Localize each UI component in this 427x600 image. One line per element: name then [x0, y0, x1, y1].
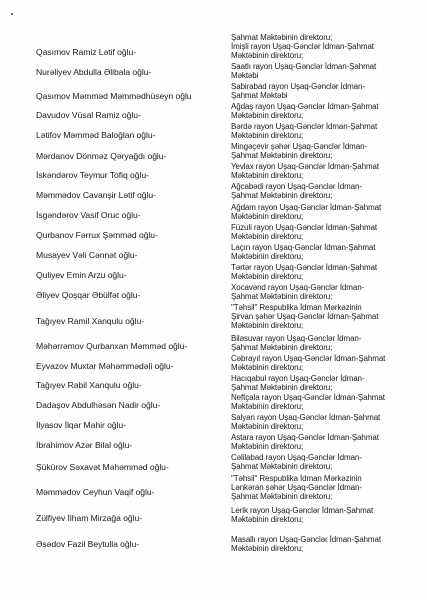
employee-position: Bərdə rayon Uşaq-Gənclər İdman-Şahmat Məktəbinin direktoru;	[231, 122, 378, 141]
employee-name: Mərdanov Dönməz Qəryağdı oğlu-	[36, 151, 167, 161]
employee-name: Məmmədov Cavanşir Lətif oğlu-	[36, 190, 156, 200]
employee-name: Qasımov Ramiz Lətif oğlu-	[36, 47, 136, 57]
employee-position: Mingəçevir şəhər Uşaq-Gənclər İdman- Şahmat Məktəbinin direktoru;	[231, 142, 368, 161]
employee-name: Zülfiyev İlham Mirzağa oğlu-	[36, 513, 143, 523]
employee-name: Eyvazov Muxtar Məhəmmədəli oğlu-	[36, 361, 174, 371]
employee-name: Musayev Vəli Cənnət oğlu-	[36, 250, 138, 260]
employee-position: Masallı rayon Uşaq-Gənclər İdman-Şahmat Məktəbinin direktoru;	[231, 535, 381, 554]
employee-position: Lerik rayon Uşaq-Gənclər İdman-Şahmat Məktəbinin direktoru;	[231, 506, 374, 525]
employee-name: Məmmədov Ceyhun Vaqif oğlu-	[36, 487, 155, 497]
employee-position: Salyan rayon Uşaq-Gənclər İdman-Şahmat Məktəbinin direktoru;	[231, 413, 381, 432]
employee-position: Hacıqabul rayon Uşaq-Gənclər İdman- Şahmat Məktəbinin direktoru;	[231, 374, 365, 393]
employee-name: Qasımov Məmməd Məmmədhüseyn oğlu	[36, 91, 192, 101]
employee-position: Füzuli rayon Uşaq-Gənclər İdman-Şahmat Məktəbinin direktoru;	[231, 223, 378, 242]
employee-name: Əsədov Fazil Beytulla oğlu-	[36, 539, 140, 549]
employee-position: Biləsuvar rayon Uşaq-Gənclər İdman- Şahmat Məktəbinin direktoru;	[231, 334, 362, 353]
employee-name: Davudov Vüsal Ramiz oğlu-	[36, 110, 141, 120]
employee-name: Quliyev Emin Arzu oğlu-	[36, 270, 127, 280]
employee-position: "Təhsil" Respublika İdman Mərkəzinin Lənkəran şəhər Uşaq-Gənclər İdman- Şahmat Məktəbinin direktoru;	[231, 474, 362, 502]
employee-position: İmişli rayon Uşaq-Gənclər İdman-Şahmat Məktəbinin direktoru;	[231, 42, 374, 61]
employee-name: İbrahimov Azər Bilal oğlu-	[36, 440, 133, 450]
employee-position: Ağcabədi rayon Uşaq-Gənclər İdman- Şahmat Məktəbinin direktoru;	[231, 182, 362, 201]
employee-name: İlyasov İlqar Mahir oğlu-	[36, 420, 126, 430]
employee-name: İskəndərov Teymur Tofiq oğlu-	[36, 170, 149, 180]
employee-position: Laçın rayon Uşaq-Gənclər İdman-Şahmat Məktəbinin direktoru;	[231, 243, 376, 262]
employee-position: "Təhsil" Respublika İdman Mərkəzinin Şirvan şəhər Uşaq-Gənclər İdman-Şahmat Məktəbinin direktoru;	[231, 303, 379, 331]
employee-name: Lətifov Məmməd Baloğlan oğlu-	[36, 130, 156, 140]
employee-position: Ağdaş rayon Uşaq-Gənclər İdman-Şahmat Məktəbinin direktoru;	[231, 102, 379, 121]
employee-position: Astara rayon Uşaq-Gənclər İdman-Şahmat Məktəbinin direktoru;	[231, 433, 379, 452]
employee-position: Cəlilabad rayon Uşaq-Gənclər İdman- Şahmat Məktəbinin direktoru;	[231, 453, 362, 472]
employee-name: Tağıyev Rabil Xanqulu oğlu-	[36, 380, 142, 390]
employee-position: Neftçala rayon Uşaq-Gənclər İdman-Şahmat Məktəbinin direktoru;	[231, 393, 385, 412]
employee-position: Cəbrayıl rayon Uşaq-Gənclər İdman-Şahmat Məktəbinin direktoru;	[231, 354, 386, 373]
employee-position: Yevlax rayon Uşaq-Gənclər İdman-Şahmat Məktəbinin direktoru;	[231, 162, 379, 181]
employee-position: Xocavənd rayon Uşaq-Gənclər İdman- Şahmat Məktəbinin direktoru;	[231, 283, 365, 302]
employee-name: Tağıyev Ramil Xanqulu oğlu-	[36, 316, 145, 326]
employee-name: Dadaşov Abdulhəsən Nadir oğlu-	[36, 400, 161, 410]
employee-name: Qurbanov Fərrux Şəmməd oğlu-	[36, 230, 158, 240]
employee-position: Saatlı rayon Uşaq-Gənclər İdman-Şahmat Məktəbi	[231, 62, 377, 81]
employee-name: Əliyev Qoşqar Əbülfət oğlu-	[36, 290, 141, 300]
employee-name: Məhərrəmov Qurbanxan Məmməd oğlu-	[36, 341, 188, 351]
scan-dot	[11, 13, 13, 15]
employee-name: Şükürov Səxavət Məhəmməd oğlu-	[36, 462, 169, 472]
header-continuation: Şahmat Məktəbinin direktoru;	[231, 33, 333, 42]
employee-name: Nurəliyev Abdulla Əlibala oğlu-	[36, 67, 152, 77]
employee-position: Sabirabad rayon Uşaq-Gənclər İdman- Şahmat Məktəbi	[231, 82, 365, 101]
employee-position: Tərtər rayon Uşaq-Gənclər İdman-Şahmat Məktəbinin direktoru;	[231, 263, 378, 282]
employee-name: İsgəndərov Vasif Oruc oğlu-	[36, 210, 141, 220]
employee-position: Ağdam rayon Uşaq-Gənclər İdman-Şahmat Məktəbinin direktoru;	[231, 203, 382, 222]
